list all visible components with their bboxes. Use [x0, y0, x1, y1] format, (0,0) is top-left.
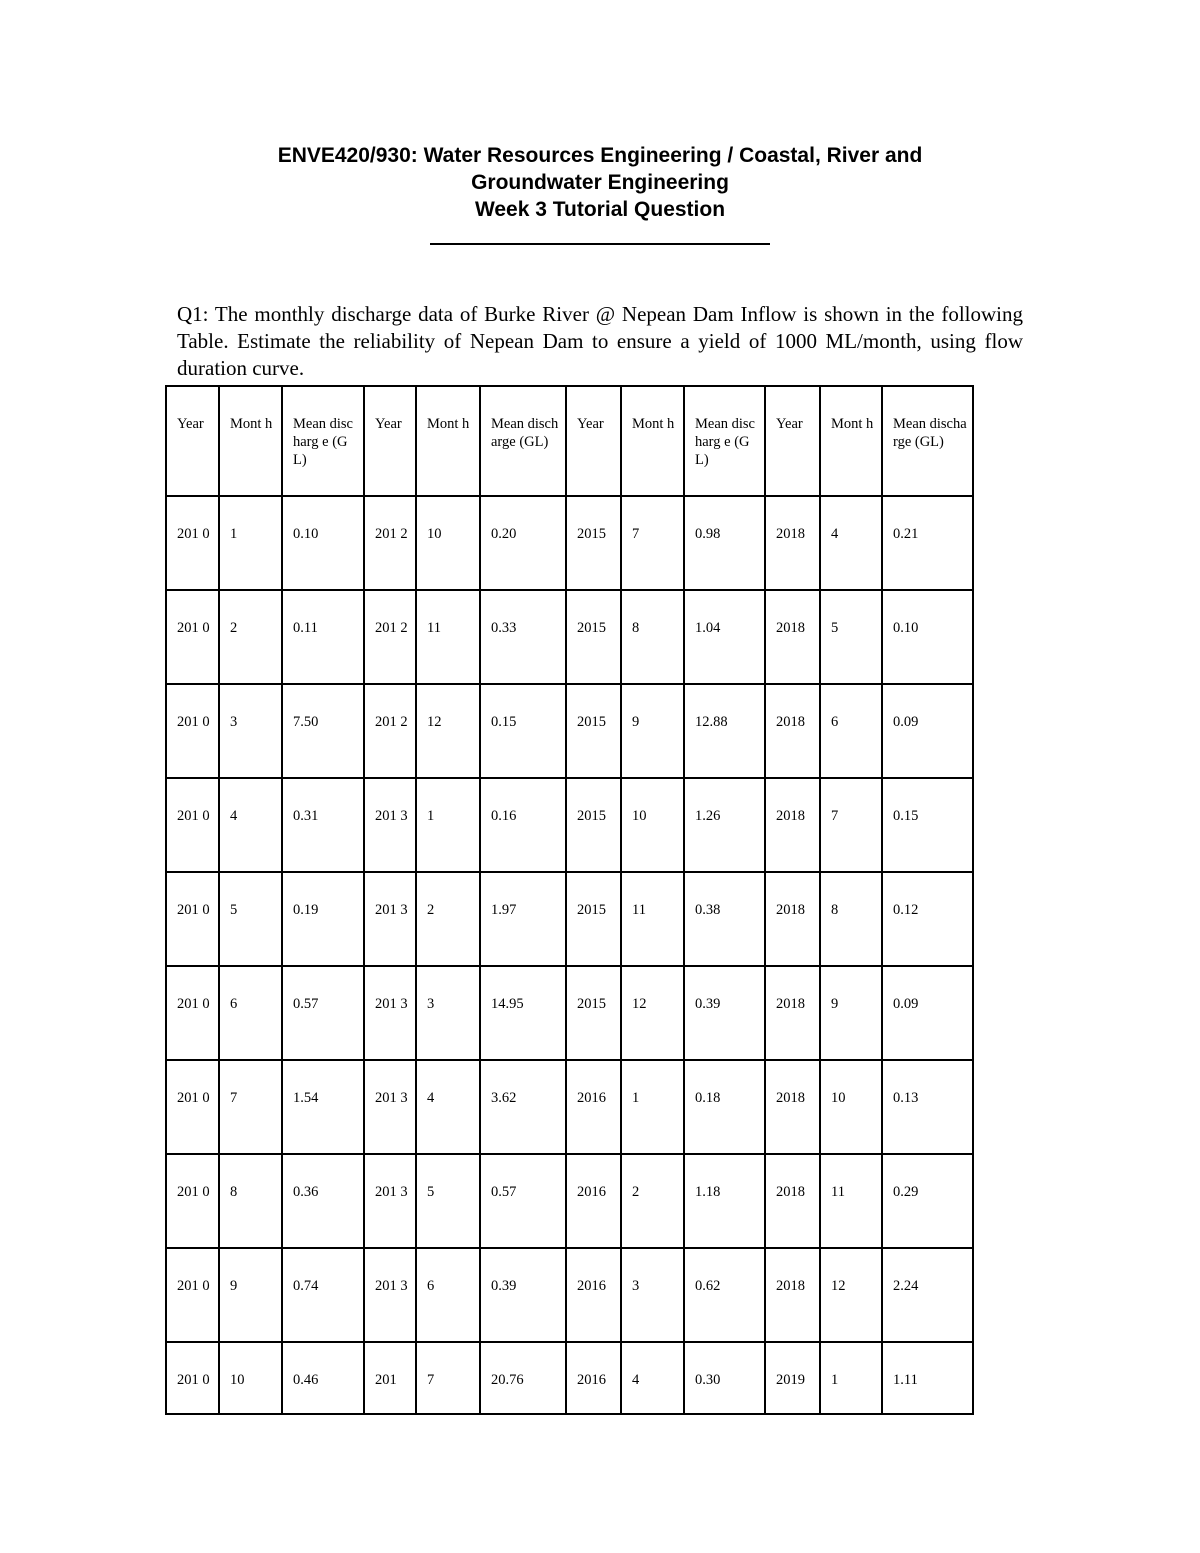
cell-month: 11 — [416, 590, 480, 684]
cell-year: 2015 — [566, 872, 621, 966]
header-cell-month: Mont h — [416, 386, 480, 496]
header-cell-mean-discharge: Mean discharge (GL) — [480, 386, 566, 496]
header-cell-month: Mont h — [621, 386, 684, 496]
cell-mean-discharge: 0.20 — [480, 496, 566, 590]
cell-year: 201 0 — [166, 872, 219, 966]
cell-year: 2018 — [765, 872, 820, 966]
cell-mean-discharge: 0.39 — [684, 966, 765, 1060]
cell-mean-discharge: 0.38 — [684, 872, 765, 966]
cell-mean-discharge: 0.10 — [282, 496, 364, 590]
header-cell-mean-discharge: Mean discharge (GL) — [882, 386, 973, 496]
cell-month: 10 — [219, 1342, 282, 1414]
cell-month: 4 — [621, 1342, 684, 1414]
header-cell-mean-discharge: Mean discharg e (GL) — [684, 386, 765, 496]
table-row — [166, 1342, 973, 1414]
cell-month: 3 — [219, 684, 282, 778]
cell-year: 2016 — [566, 1342, 621, 1414]
cell-mean-discharge: 20.76 — [480, 1342, 566, 1414]
header-cell-mean-discharge: Mean discharg e (GL) — [282, 386, 364, 496]
cell-mean-discharge: 0.15 — [480, 684, 566, 778]
cell-mean-discharge: 1.26 — [684, 778, 765, 872]
cell-mean-discharge: 7.50 — [282, 684, 364, 778]
cell-month: 6 — [219, 966, 282, 1060]
cell-year: 2018 — [765, 966, 820, 1060]
header-cell-month: Mont h — [219, 386, 282, 496]
cell-month: 7 — [219, 1060, 282, 1154]
cell-month: 7 — [416, 1342, 480, 1414]
cell-year: 201 3 — [364, 966, 416, 1060]
table-row — [166, 1248, 973, 1342]
cell-month: 3 — [621, 1248, 684, 1342]
cell-year: 2018 — [765, 684, 820, 778]
cell-month: 3 — [416, 966, 480, 1060]
cell-month: 7 — [621, 496, 684, 590]
cell-month: 8 — [820, 872, 882, 966]
cell-mean-discharge: 0.30 — [684, 1342, 765, 1414]
cell-year: 201 2 — [364, 496, 416, 590]
cell-month: 1 — [416, 778, 480, 872]
cell-month: 5 — [820, 590, 882, 684]
cell-month: 2 — [416, 872, 480, 966]
cell-year: 201 — [364, 1342, 416, 1414]
cell-month: 5 — [416, 1154, 480, 1248]
cell-month: 4 — [820, 496, 882, 590]
cell-mean-discharge: 0.11 — [282, 590, 364, 684]
cell-year: 2018 — [765, 496, 820, 590]
cell-year: 201 0 — [166, 1154, 219, 1248]
cell-year: 201 3 — [364, 872, 416, 966]
cell-year: 2018 — [765, 778, 820, 872]
cell-month: 12 — [416, 684, 480, 778]
cell-month: 7 — [820, 778, 882, 872]
cell-mean-discharge: 0.98 — [684, 496, 765, 590]
cell-month: 9 — [621, 684, 684, 778]
cell-mean-discharge: 0.10 — [882, 590, 973, 684]
table-row — [166, 684, 973, 778]
cell-month: 6 — [416, 1248, 480, 1342]
cell-mean-discharge: 0.57 — [480, 1154, 566, 1248]
cell-month: 10 — [820, 1060, 882, 1154]
cell-year: 201 2 — [364, 684, 416, 778]
cell-year: 201 3 — [364, 1154, 416, 1248]
cell-mean-discharge: 1.11 — [882, 1342, 973, 1414]
cell-year: 2016 — [566, 1248, 621, 1342]
cell-year: 2015 — [566, 966, 621, 1060]
cell-year: 201 0 — [166, 1248, 219, 1342]
cell-mean-discharge: 0.57 — [282, 966, 364, 1060]
cell-year: 201 0 — [166, 966, 219, 1060]
cell-month: 5 — [219, 872, 282, 966]
cell-year: 2019 — [765, 1342, 820, 1414]
cell-mean-discharge: 14.95 — [480, 966, 566, 1060]
header-cell-year: Year — [566, 386, 621, 496]
cell-year: 201 0 — [166, 778, 219, 872]
cell-mean-discharge: 0.46 — [282, 1342, 364, 1414]
cell-year: 201 0 — [166, 1342, 219, 1414]
cell-month: 1 — [820, 1342, 882, 1414]
cell-year: 201 0 — [166, 590, 219, 684]
cell-year: 2015 — [566, 496, 621, 590]
cell-mean-discharge: 0.62 — [684, 1248, 765, 1342]
cell-month: 4 — [416, 1060, 480, 1154]
cell-year: 201 0 — [166, 684, 219, 778]
cell-month: 8 — [621, 590, 684, 684]
cell-month: 9 — [820, 966, 882, 1060]
cell-year: 2016 — [566, 1060, 621, 1154]
cell-mean-discharge: 12.88 — [684, 684, 765, 778]
cell-mean-discharge: 0.36 — [282, 1154, 364, 1248]
table-row — [166, 966, 973, 1060]
cell-month: 2 — [219, 590, 282, 684]
cell-month: 6 — [820, 684, 882, 778]
cell-mean-discharge: 1.97 — [480, 872, 566, 966]
table-row — [166, 1060, 973, 1154]
title-line-2: Groundwater Engineering — [471, 171, 729, 194]
cell-year: 2015 — [566, 778, 621, 872]
cell-year: 201 0 — [166, 496, 219, 590]
cell-mean-discharge: 0.29 — [882, 1154, 973, 1248]
header-cell-month: Mont h — [820, 386, 882, 496]
cell-month: 11 — [621, 872, 684, 966]
cell-month: 12 — [820, 1248, 882, 1342]
cell-year: 201 0 — [166, 1060, 219, 1154]
cell-mean-discharge: 2.24 — [882, 1248, 973, 1342]
cell-year: 2018 — [765, 1060, 820, 1154]
cell-mean-discharge: 0.21 — [882, 496, 973, 590]
question-text: Q1: The monthly discharge data of Burke River @ Nepean Dam Inflow is shown in the following Table. Estimate the reliability of Nepean Dam to ensure a yield of 1000 ML/month, using flow duration curve. — [177, 302, 1023, 380]
cell-mean-discharge: 1.54 — [282, 1060, 364, 1154]
cell-month: 11 — [820, 1154, 882, 1248]
table-row — [166, 496, 973, 590]
cell-mean-discharge: 3.62 — [480, 1060, 566, 1154]
cell-year: 2016 — [566, 1154, 621, 1248]
cell-mean-discharge: 0.16 — [480, 778, 566, 872]
cell-mean-discharge: 0.15 — [882, 778, 973, 872]
cell-year: 201 2 — [364, 590, 416, 684]
header-cell-year: Year — [765, 386, 820, 496]
cell-year: 2018 — [765, 1248, 820, 1342]
cell-mean-discharge: 0.09 — [882, 684, 973, 778]
cell-month: 2 — [621, 1154, 684, 1248]
title-underline-divider — [430, 243, 770, 245]
cell-month: 1 — [621, 1060, 684, 1154]
cell-mean-discharge: 0.13 — [882, 1060, 973, 1154]
cell-year: 2015 — [566, 590, 621, 684]
header-cell-year: Year — [364, 386, 416, 496]
cell-mean-discharge: 0.33 — [480, 590, 566, 684]
cell-month: 12 — [621, 966, 684, 1060]
cell-year: 2015 — [566, 684, 621, 778]
cell-mean-discharge: 0.18 — [684, 1060, 765, 1154]
header-cell-year: Year — [166, 386, 219, 496]
cell-year: 201 3 — [364, 1248, 416, 1342]
table-body — [166, 386, 973, 1414]
table-row — [166, 590, 973, 684]
title-line-1: ENVE420/930: Water Resources Engineering / Coastal, River and — [277, 144, 923, 167]
cell-mean-discharge: 0.31 — [282, 778, 364, 872]
table-row — [166, 778, 973, 872]
cell-mean-discharge: 0.39 — [480, 1248, 566, 1342]
cell-mean-discharge: 1.04 — [684, 590, 765, 684]
cell-year: 201 3 — [364, 778, 416, 872]
cell-mean-discharge: 0.19 — [282, 872, 364, 966]
cell-month: 10 — [621, 778, 684, 872]
cell-month: 4 — [219, 778, 282, 872]
title-line-3: Week 3 Tutorial Question — [474, 198, 726, 221]
cell-year: 2018 — [765, 1154, 820, 1248]
cell-mean-discharge: 1.18 — [684, 1154, 765, 1248]
cell-mean-discharge: 0.09 — [882, 966, 973, 1060]
cell-month: 9 — [219, 1248, 282, 1342]
table-row — [166, 1154, 973, 1248]
cell-month: 1 — [219, 496, 282, 590]
cell-mean-discharge: 0.12 — [882, 872, 973, 966]
cell-month: 10 — [416, 496, 480, 590]
table-header-row — [166, 386, 973, 496]
cell-year: 201 3 — [364, 1060, 416, 1154]
cell-month: 8 — [219, 1154, 282, 1248]
cell-mean-discharge: 0.74 — [282, 1248, 364, 1342]
table-row — [166, 872, 973, 966]
discharge-table — [165, 385, 974, 1415]
document-title — [0, 142, 1200, 223]
cell-year: 2018 — [765, 590, 820, 684]
